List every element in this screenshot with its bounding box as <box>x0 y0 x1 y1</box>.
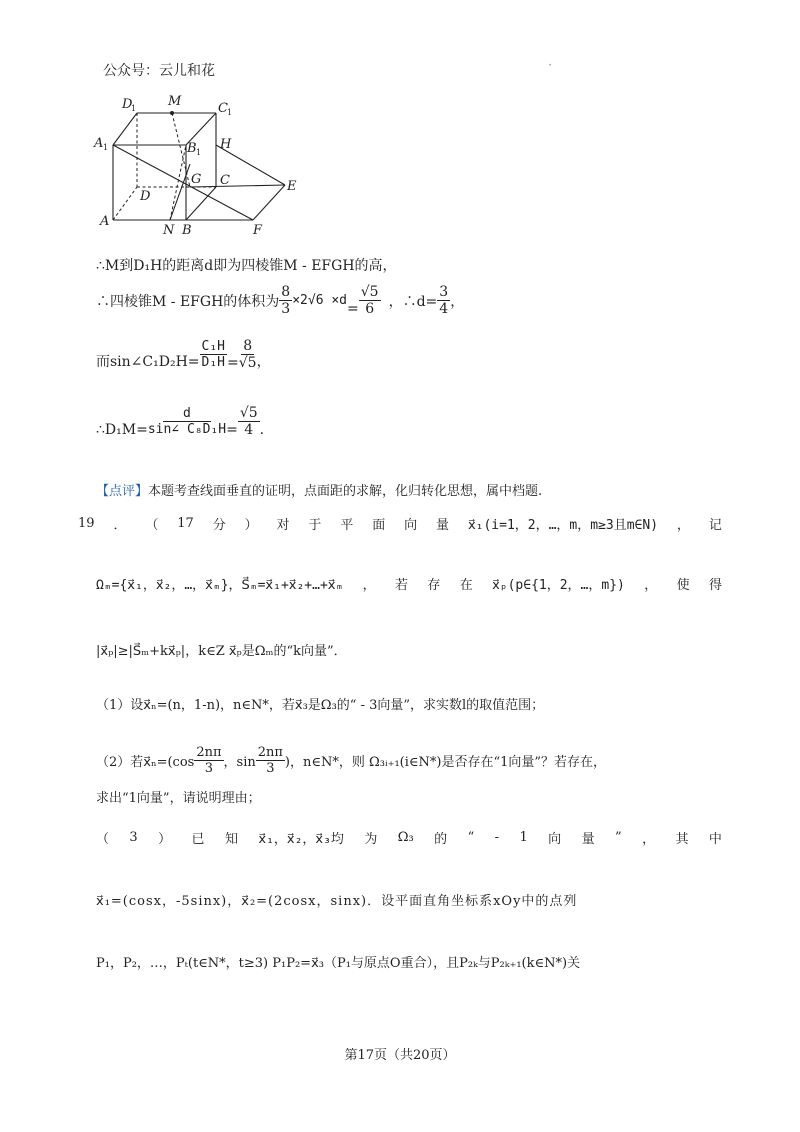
line-E-F <box>253 185 285 220</box>
q19-text: 在 <box>459 578 473 593</box>
p3-text: 量 <box>581 832 595 847</box>
p3-text: 为 <box>364 832 378 847</box>
p3-text: “ <box>467 830 475 845</box>
frac-num: 8 <box>281 284 291 300</box>
q19-line-3: |x⃗ₚ|≥|S⃗ₘ+kx⃗ₚ|，k∈Z x⃗ₚ是Ωₘ的“k向量”． <box>96 644 347 659</box>
frac-den: 3 <box>266 761 275 776</box>
frac-den: 6 <box>365 301 375 317</box>
q19-part-3-line-3: P₁，P₂，…，Pₜ(t∈N*，t≥3) P₁P₂=x⃗₃（P₁与原点O重合），且P₂ₖ与P₂ₖ₊₁(k∈N*)关 <box>96 956 581 971</box>
l4-prefix: ∴D₁M= <box>96 422 148 438</box>
p3-text: ， <box>642 832 656 847</box>
q19-text: 平 <box>340 518 354 533</box>
label-A1-sub: 1 <box>103 143 109 152</box>
p3-text: （ <box>96 832 110 847</box>
q19-text: 分 <box>212 518 226 533</box>
comment-tag: 【点评】 <box>96 484 149 499</box>
p3-text: 的 <box>434 832 448 847</box>
comment-text: 本题考查线面垂直的证明，点面距的求解，化归转化思想，属中档题. <box>148 484 543 499</box>
source-header: 公众号：云儿和花 <box>103 63 215 79</box>
frac-num: 2nπ <box>257 745 283 760</box>
frac-sqrt5-4 <box>238 405 260 438</box>
p3-text: 向 <box>548 832 562 847</box>
q19-set-def: Ωₘ={x⃗₁，x⃗₂，…，x⃗ₘ}，S⃗ₘ=x⃗₁+x⃗₂+…+x⃗ₘ <box>96 578 344 593</box>
solution-line-4 <box>96 405 264 438</box>
label-N: N <box>163 223 175 238</box>
q19-part-2-cont: 求出“1向量”，请说明理由； <box>96 791 261 806</box>
frac-sqrt5-6 <box>359 284 381 317</box>
frac-d-sin <box>148 406 226 437</box>
frac-2npi-3 <box>194 745 223 776</box>
label-G: G <box>191 172 202 187</box>
q19-text: ， <box>676 518 690 533</box>
q19-text: ， <box>362 578 376 593</box>
p3-text: Ω₃ <box>397 830 414 845</box>
l2-prefix: ∴四棱锥M - EFGH的体积为 <box>96 293 280 310</box>
frac-den: 4 <box>244 422 254 438</box>
q19-text: 量 <box>436 518 450 533</box>
p3-text: 知 <box>224 832 238 847</box>
q19-part-3-line-2: x⃗₁=(cosx，-5sinx)，x⃗₂=(2cosx，sinx)．设平面直角坐标系xOy中的点列 <box>96 894 578 909</box>
q19-number: 19 <box>78 516 95 531</box>
label-C: C <box>220 173 230 188</box>
q19-points: 17 <box>177 516 194 531</box>
solution-line-2 <box>96 284 464 317</box>
q19-vector-def: x⃗₁(i=1，2，…，m，m≥3且m∈N) <box>467 518 659 533</box>
label-B1-sub: 1 <box>196 148 202 157</box>
solution-line-3 <box>96 338 271 371</box>
q19-text: 面 <box>372 518 386 533</box>
q19-text: ） <box>244 518 258 533</box>
frac-3-4 <box>437 284 450 317</box>
q19-part-2 <box>96 745 606 776</box>
l3-tail: ， <box>256 354 271 370</box>
edge-A1-D1 <box>113 113 137 145</box>
p2-text: ，sin <box>223 755 256 770</box>
p3-text: - <box>494 830 500 845</box>
line-N-H <box>170 164 190 220</box>
q19-text: ． <box>113 518 127 533</box>
frac-8-sqrt5 <box>239 338 257 371</box>
label-B: B <box>182 223 192 238</box>
q19-text: （ <box>145 518 159 533</box>
q19-line-1 <box>78 514 722 533</box>
frac-den: sin∠ C₈D₁H <box>147 422 227 437</box>
label-E: E <box>287 179 297 194</box>
p3-text: 3 <box>129 830 138 845</box>
frac-den: 3 <box>204 761 214 776</box>
label-C1-sub: 1 <box>227 108 233 117</box>
l3-eq: = <box>227 355 239 371</box>
l4-tail: . <box>259 422 265 438</box>
comment-line <box>96 480 542 499</box>
p3-vectors: x⃗₁，x⃗₂，x⃗₃均 <box>258 832 344 847</box>
q19-text: 存 <box>427 578 441 593</box>
q19-part-1: （1）设x⃗ₙ=(n，1-n)，n∈N*，若x⃗₃是Ω₃的“ - 3向量”，求实数l的取值范围； <box>96 698 545 713</box>
l3-prefix: 而sin∠C₁D₂H= <box>96 354 200 370</box>
frac-den: D₁H <box>201 355 225 370</box>
l4-eq: = <box>226 422 238 438</box>
frac-num: d <box>163 406 211 422</box>
label-M: M <box>168 94 182 109</box>
frac-2npi-3 <box>256 745 285 776</box>
q19-text: 向 <box>404 518 418 533</box>
p2-text: （2）若x⃗ₙ=(cos <box>96 755 195 770</box>
q19-part-3-line-1 <box>96 828 722 847</box>
frac-den: √5 <box>238 355 257 371</box>
frac-num: √5 <box>360 284 379 300</box>
frac-num: C₁H <box>201 339 225 354</box>
p3-text: 已 <box>191 832 205 847</box>
solution-line-1: ∴M到D₁H的距离d即为四棱锥M - EFGH的高， <box>96 258 397 274</box>
l2-sep: ，∴d= <box>388 293 438 310</box>
p3-text: 1 <box>519 830 528 845</box>
label-A: A <box>100 214 110 229</box>
point-M <box>170 111 174 115</box>
p3-text: ” <box>615 830 622 845</box>
label-H: H <box>220 137 232 152</box>
q19-text: 使 <box>676 578 690 593</box>
frac-num: 3 <box>439 284 449 300</box>
label-B1: B <box>187 141 197 156</box>
label-A1: A <box>94 136 104 151</box>
l2-eq: = <box>347 301 359 317</box>
frac-den: 4 <box>439 301 449 317</box>
faint-mark: · <box>548 58 553 73</box>
q19-line-2 <box>96 574 722 593</box>
hidden-A-D <box>113 187 137 220</box>
q19-text: 于 <box>308 518 322 533</box>
frac-8-3 <box>279 284 292 317</box>
q19-text: 对 <box>276 518 290 533</box>
q19-text: 若 <box>395 578 409 593</box>
q19-xp-def: x⃗ₚ(p∈{1，2，…，m}) <box>492 578 625 593</box>
label-F: F <box>253 223 263 238</box>
l2-mid: ×2√6 ×d <box>292 293 348 308</box>
p3-text: 中 <box>708 832 722 847</box>
q19-text: 记 <box>708 518 722 533</box>
frac-num: √5 <box>239 405 258 421</box>
geometry-figure <box>90 92 310 242</box>
p3-text: ） <box>158 832 172 847</box>
q19-text: 得 <box>708 578 722 593</box>
label-D1-sub: 1 <box>131 104 137 113</box>
label-D: D <box>140 189 151 204</box>
frac-num: 2nπ <box>196 745 222 760</box>
page-footer: 第17页（共20页） <box>344 1048 456 1063</box>
frac-den: 3 <box>281 301 291 317</box>
label-C1: C <box>218 101 228 116</box>
frac-C1H-D1H <box>200 339 227 370</box>
p2-text: )，n∈N*，则 Ω₃ᵢ₊₁(i∈N*)是否存在“1向量”？若存在， <box>284 755 607 770</box>
l2-tail: ， <box>450 293 465 310</box>
p3-text: 其 <box>675 832 689 847</box>
label-D1: D <box>122 97 133 112</box>
q19-text: ， <box>644 578 658 593</box>
frac-num: 8 <box>243 338 253 354</box>
